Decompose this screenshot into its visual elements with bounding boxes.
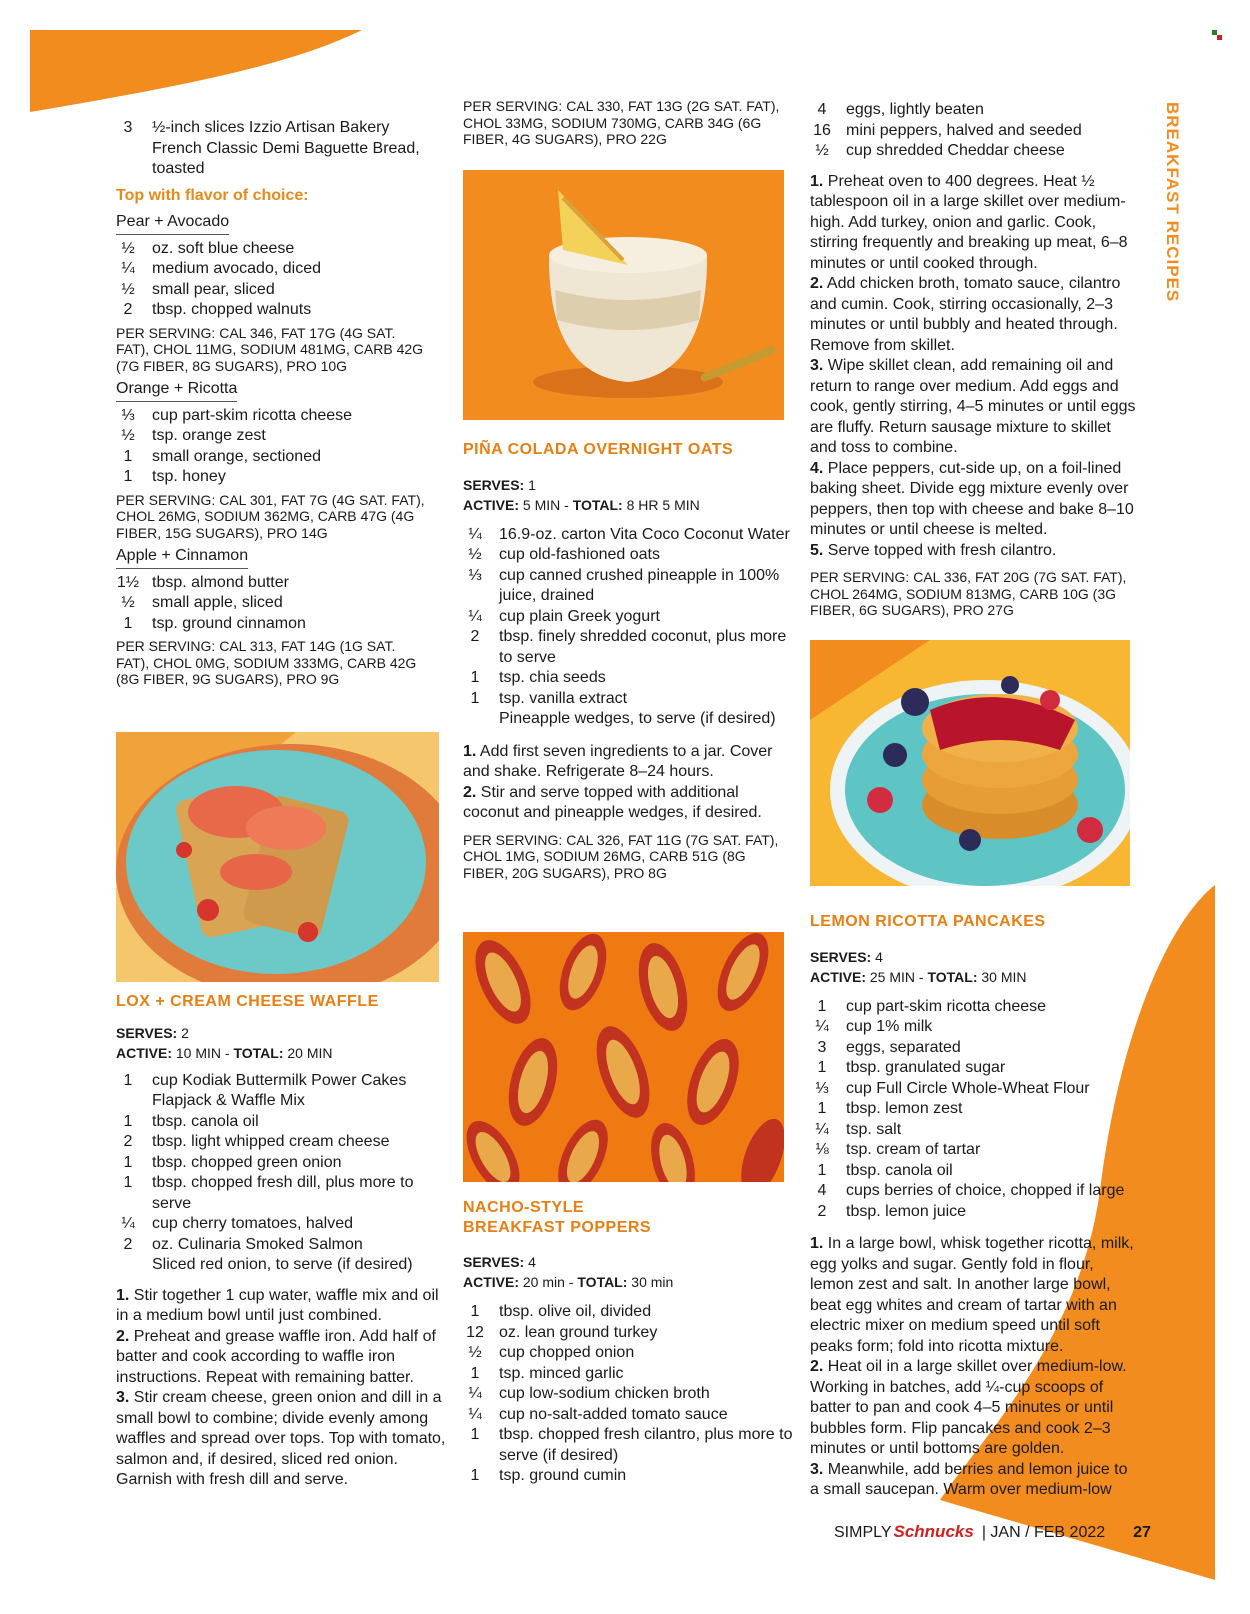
apple-cinnamon-heading: Apple + Cinnamon [116, 546, 248, 569]
page-footer [834, 1522, 1151, 1542]
top-left-orange-swoosh [0, 0, 380, 130]
schnucks-logo: Schnucks [893, 1522, 974, 1541]
nacho-nutrition: PER SERVING: CAL 336, FAT 20G (7G SAT. FAT), CHOL 264MG, SODIUM 813MG, CARB 10G (3G FIBER, 6G SUGARS), PRO 27G [810, 569, 1127, 618]
ingredient-row: 3 ½-inch slices Izzio Artisan Bakery French Classic Demi Baguette Bread, toasted [123, 119, 420, 177]
lox-time: ACTIVE: 10 MIN - TOTAL: 20 MIN [116, 1044, 333, 1061]
nacho-poppers-photo [463, 932, 784, 1182]
lemon-time: ACTIVE: 25 MIN - TOTAL: 30 MIN [810, 968, 1027, 985]
lemon-pancakes-photo [810, 640, 1130, 886]
pina-colada-recipe [463, 440, 793, 883]
nacho-poppers-recipe [463, 1198, 793, 1487]
pear-nutrition: PER SERVING: CAL 346, FAT 17G (4G SAT. FAT), CHOL 11MG, SODIUM 481MG, CARB 42G (7G FIBER, 8G SUGARS), PRO 10G [116, 324, 424, 374]
apple-ingredients: 1½ tbsp. almond butter ½ small apple, sliced 1 tsp. ground cinnamon [116, 573, 306, 632]
orange-nutrition: PER SERVING: CAL 301, FAT 7G (4G SAT. FAT), CHOL 26MG, SODIUM 362MG, CARB 47G (4G FIBER, 15G SUGARS), PRO 14G [116, 491, 425, 541]
nacho-poppers-title: NACHO-STYLE BREAKFAST POPPERS [463, 1199, 652, 1236]
footer-issue: | JAN / FEB 2022 [981, 1524, 1106, 1541]
pina-ingredients: ¼ 16.9-oz. carton Vita Coco Coconut Water ½ cup old-fashioned oats ⅓ cup canned crushed pineapple in 100% juice, drained ¼ cup plain Greek yogurt 2 tbsp. finely shredded coconut, plus more to serve 1 tsp. chia seeds 1 tsp. vanilla extract Pineapple wedges, to serve (if desired) [468, 525, 790, 727]
corner-mark-icon [1212, 30, 1222, 40]
pina-steps: 1. Add first seven ingredients to a jar. Cover and shake. Refrigerate 8–24 hours. 2. Stir and serve topped with additional coconut and pineapple wedges, if desired. [463, 742, 773, 821]
flavor-heading: Top with flavor of choice: [116, 186, 309, 204]
column-1 [116, 118, 426, 690]
pear-ingredients: ½ oz. soft blue cheese ¼ medium avocado, diced ½ small pear, sliced 2 tbsp. chopped walnuts [121, 239, 321, 318]
lemon-steps: 1. In a large bowl, whisk together ricotta, milk, egg yolks and sugar. Gently fold in flour, lemon zest and salt. In another large bowl, beat egg whites and cream of tartar with an electric mixer on medium speed until soft peaks form; fold into ricotta mixture. 2. Heat oil in a large skillet over medium-low. Working in batches, add ¼-cup scoops of batter to pan and cook 4–5 minutes or until bubbles form. Flip pancakes and cook 2–3 minutes or until bottoms are golden. 3. Meanwhile, add berries and lemon juice to a small saucepan. Warm over medium-low [810, 1235, 1134, 1498]
column-3-top [810, 100, 1140, 621]
lox-waffle-photo [116, 732, 439, 982]
footer-brand-prefix: SIMPLY [834, 1524, 892, 1541]
lox-ingredients: 1 cup Kodiak Buttermilk Power Cakes Flapjack & Waffle Mix 1 tbsp. canola oil 2 tbsp. light whipped cream cheese 1 tbsp. chopped green onion 1 tbsp. chopped fresh dill, plus more to serve ¼ cup cherry tomatoes, halved 2 oz. Culinaria Smoked Salmon Sliced red onion, to serve (if desired) [121, 1071, 414, 1273]
nacho-steps: 1. Preheat oven to 400 degrees. Heat ½ tablespoon oil in a large skillet over medium-high. Add turkey, onion and garlic. Cook, stirring frequently and breaking up meat, 6–8 minutes or until cooked through. 2. Add chicken broth, tomato sauce, cilantro and cumin. Cook, stirring occasionally, 2–3 minutes or until bubbly and heated through. Remove from skillet. 3. Wipe skillet clean, add remaining oil and return to range over medium. Add eggs and cook, gently stirring, 4–5 minutes or until eggs are fluffy. Return sausage mixture to skillet and toss to combine. 4. Place peppers, cut-side up, on a foil-lined baking sheet. Divide egg mixture evenly over peppers, then top with cheese and bake 8–10 minutes or until cheese is melted. 5. Serve topped with fresh cilantro. [810, 172, 1136, 559]
overnight-oats-photo [463, 170, 784, 420]
lox-recipe [116, 992, 446, 1491]
nacho-more-ingredients: 4 eggs, lightly beaten 16 mini peppers, halved and seeded ½ cup shredded Cheddar cheese [813, 101, 1082, 159]
page-number: 27 [1133, 1524, 1151, 1541]
orange-ricotta-heading: Orange + Ricotta [116, 379, 237, 402]
pina-colada-title: PIÑA COLADA OVERNIGHT OATS [463, 441, 734, 458]
nacho-serves: SERVES: 4 [463, 1254, 536, 1270]
lemon-pancakes-recipe [810, 912, 1140, 1501]
pina-time: ACTIVE: 5 MIN - TOTAL: 8 HR 5 MIN [463, 496, 700, 513]
lox-title: LOX + CREAM CHEESE WAFFLE [116, 993, 379, 1010]
side-label: BREAKFAST RECIPES [1163, 102, 1182, 303]
pina-serves: SERVES: 1 [463, 476, 536, 493]
nacho-time: ACTIVE: 20 min - TOTAL: 30 min [463, 1274, 674, 1290]
lox-serves: SERVES: 2 [116, 1024, 189, 1041]
lemon-serves: SERVES: 4 [810, 948, 883, 965]
pear-avocado-heading: Pear + Avocado [116, 212, 229, 235]
lemon-ingredients: 1 cup part-skim ricotta cheese ¼ cup 1% milk 3 eggs, separated 1 tbsp. granulated sugar ⅓ cup Full Circle Whole-Wheat Flour 1 tbsp. lemon zest ¼ tsp. salt ⅛ tsp. cream of tartar 1 tbsp. canola oil 4 cups berries of choice, chopped if large 2 tbsp. lemon juice [815, 997, 1125, 1220]
orange-ingredients: ⅓ cup part-skim ricotta cheese ½ tsp. orange zest 1 small orange, sectioned 1 tsp. honey [121, 406, 353, 485]
pina-nutrition: PER SERVING: CAL 326, FAT 11G (7G SAT. FAT), CHOL 1MG, SODIUM 26MG, CARB 51G (8G FIBER, 20G SUGARS), PRO 8G [463, 831, 779, 881]
lox-steps: 1. Stir together 1 cup water, waffle mix and oil in a medium bowl until just combined. 2. Preheat and grease waffle iron. Add half of batter and cook according to waffle iron instructions. Repeat with remaining batter. 3. Stir cream cheese, green onion and dill in a small bowl to combine; divide evenly among waffles and spread over tops. Top with tomato, salmon and, if desired, sliced red onion. Garnish with fresh dill and serve. [116, 1286, 446, 1488]
top-nutrition-col2: PER SERVING: CAL 330, FAT 13G (2G SAT. FAT), CHOL 33MG, SODIUM 730MG, CARB 34G (6G FIBER, 4G SUGARS), PRO 22G [463, 98, 780, 147]
apple-nutrition: PER SERVING: CAL 313, FAT 14G (1G SAT. FAT), CHOL 0MG, SODIUM 333MG, CARB 42G (8G FIBER, 9G SUGARS), PRO 9G [116, 638, 417, 687]
lemon-pancakes-title: LEMON RICOTTA PANCAKES [810, 913, 1046, 930]
nacho-ingredients: 1 tbsp. olive oil, divided 12 oz. lean ground turkey ½ cup chopped onion 1 tsp. minced garlic ¼ cup low-sodium chicken broth ¼ cup no-salt-added tomato sauce 1 tbsp. chopped fresh cilantro, plus more to serve (if desired) 1 tsp. ground cumin [466, 1303, 793, 1484]
